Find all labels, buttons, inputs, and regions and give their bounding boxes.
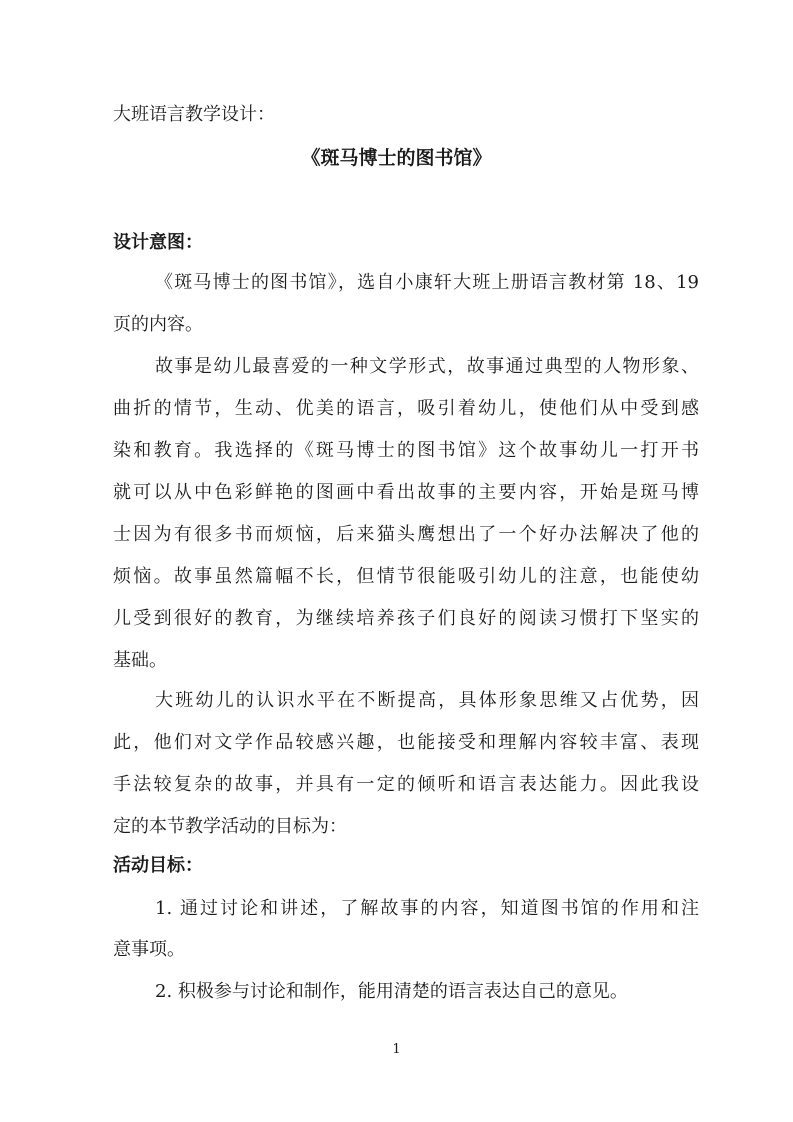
paragraph-line: 定的本节教学活动的目标为：: [113, 816, 347, 837]
header-label: 大班语言教学设计：: [113, 104, 275, 125]
paragraph-line: 曲折的情节，生动、优美的语言，吸引着幼儿，使他们从中受到感: [113, 398, 699, 419]
page-number: 1: [392, 1042, 401, 1057]
paragraph-line: 此，他们对文学作品较感兴趣，也能接受和理解内容较丰富、表现: [113, 732, 699, 753]
goals-heading: 活动目标：: [113, 855, 203, 876]
design-intent-heading: 设计意图：: [113, 232, 203, 253]
goal-item-1-cont: 意事项。: [113, 939, 185, 960]
paragraph-line: 大班幼儿的认识水平在不断提高，具体形象思维又占优势，因: [155, 690, 699, 711]
paragraph-line: 《斑马博士的图书馆》，选自小康轩大班上册语言教材第 18、19: [155, 272, 699, 293]
page-title: 《斑马博士的图书馆》: [301, 147, 492, 169]
paragraph-line: 士因为有很多书而烦恼，后来猫头鹰想出了一个好办法解决了他的: [113, 524, 699, 545]
goal-item-2: 2. 积极参与讨论和制作，能用清楚的语言表达自己的意见。: [155, 981, 628, 1002]
paragraph-line: 手法较复杂的故事，并具有一定的倾听和语言表达能力。因此我设: [113, 774, 699, 795]
paragraph-line: 染和教育。我选择的《斑马博士的图书馆》这个故事幼儿一打开书: [113, 440, 699, 461]
goal-item-1: 1. 通过讨论和讲述，了解故事的内容，知道图书馆的作用和注: [155, 898, 699, 919]
paragraph-line: 就可以从中色彩鲜艳的图画中看出故事的主要内容，开始是斑马博: [113, 482, 699, 503]
paragraph-line: 儿受到很好的教育，为继续培养孩子们良好的阅读习惯打下坚实的: [113, 608, 699, 629]
paragraph-line: 基础。: [113, 650, 167, 671]
paragraph-line: 页的内容。: [113, 314, 203, 335]
paragraph-line: 故事是幼儿最喜爱的一种文学形式，故事通过典型的人物形象、: [155, 356, 699, 377]
paragraph-line: 烦恼。故事虽然篇幅不长，但情节很能吸引幼儿的注意，也能使幼: [113, 566, 699, 587]
